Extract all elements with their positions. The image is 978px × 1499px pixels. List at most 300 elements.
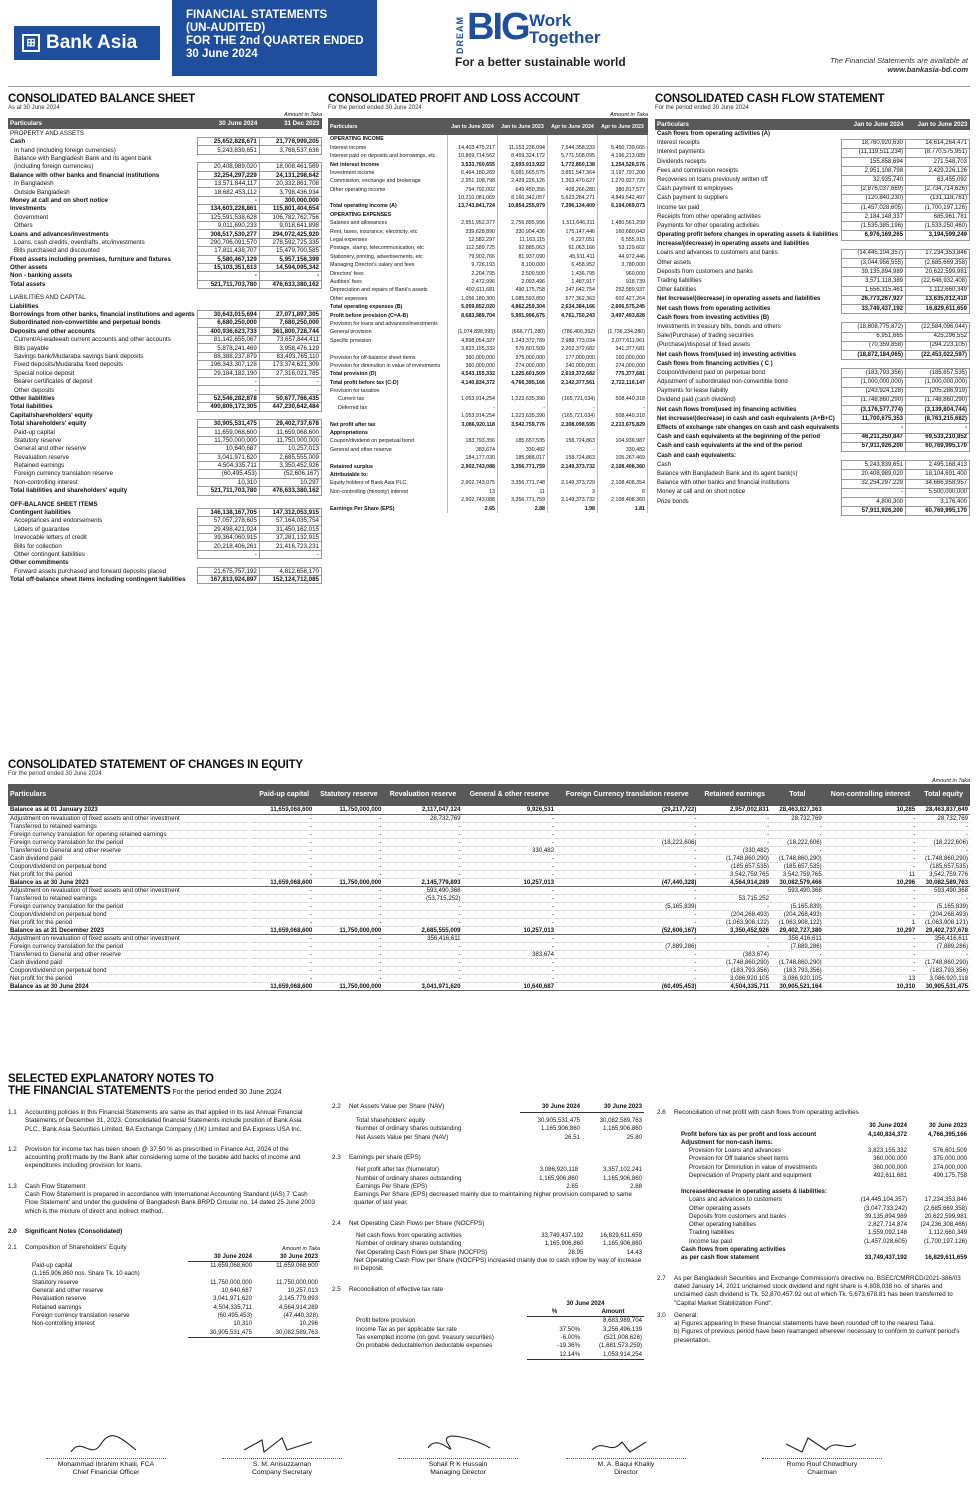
row-value: 6,104,069,073 [598, 202, 648, 210]
row-value: 158,724,863 [548, 437, 598, 445]
table-row [8, 453, 322, 461]
row-label: General provision [330, 329, 372, 336]
row-value: 20,218,406,261 [197, 542, 259, 550]
row-value: - [917, 846, 970, 854]
row-value: 271,548,703 [906, 157, 970, 166]
table-row [655, 424, 970, 433]
row-value: 3,256,496,139 [603, 1325, 642, 1333]
table-row [679, 1246, 969, 1254]
row-value: 33,749,437,192 [842, 304, 906, 313]
row-value: - [824, 846, 917, 854]
table-row [8, 129, 322, 137]
table-row [328, 429, 648, 437]
note-heading: Reconciliation of effective tax rate [349, 1285, 444, 1293]
row-value: - [383, 854, 462, 862]
row-label: Foreign currency translation for opening retained earnings [8, 830, 254, 838]
row-value: 29,498,421,924 [197, 525, 259, 533]
row-value: - [917, 830, 970, 838]
row-value: 30,905,531,475 [917, 982, 970, 990]
row-label: (including foreign currencies) [14, 163, 94, 171]
table-row [8, 280, 322, 288]
row-value: 274,000,000 [498, 362, 548, 370]
table-row [354, 1334, 644, 1342]
row-value [842, 451, 906, 460]
row-label: Increase/decrease in operating assets & liabilities: [681, 1187, 827, 1195]
row-label [655, 507, 842, 516]
note-number: 1.1 [8, 1109, 17, 1116]
row-label: Outside Bangladesh [14, 188, 70, 196]
row-value: 2,149,373,732 [548, 496, 598, 504]
notes-title: THE FINANCIAL STATEMENTS [8, 1085, 171, 1097]
table-row [679, 1139, 969, 1147]
signature-block [212, 1430, 352, 1477]
row-value: 10,640,687 [221, 1287, 252, 1295]
row-value: 5,957,156,399 [259, 255, 321, 263]
table-row [328, 496, 648, 504]
row-value: 11,659,068,600 [254, 878, 314, 886]
row-value: 247,642,754 [548, 286, 598, 294]
row-value: 2,145,779,893 [383, 878, 462, 886]
row-value: 3,086,920,118 [448, 420, 498, 428]
row-value: 2,500,500 [498, 269, 548, 277]
row-value: 9,926,531 [463, 806, 557, 814]
row-label: Balance with other banks and financial institutions [657, 480, 790, 487]
row-value: - [463, 894, 557, 902]
table-row [8, 559, 322, 567]
table-row [328, 211, 648, 219]
row-value: 8,160,342,057 [498, 194, 548, 202]
row-value: (205,286,919) [906, 387, 970, 396]
row-value: - [314, 886, 383, 894]
row-value [842, 314, 906, 323]
note-heading: Earnings per share (EPS) [349, 1153, 421, 1161]
row-value: - [314, 902, 383, 910]
row-label: Deferred tax [338, 404, 368, 411]
row-value: 29,402,727,380 [771, 926, 824, 934]
row-value: (2,685,669,358) [906, 259, 970, 268]
row-value [548, 471, 598, 479]
row-value: - [254, 910, 314, 918]
row-value: 160,000,000 [598, 353, 648, 361]
row-value: 30,905,531,475 [197, 419, 259, 427]
row-value: 1,165,906,860 [544, 1240, 584, 1248]
table-row [328, 362, 648, 370]
col-header: Jan to June 2023 [906, 119, 970, 130]
signature-block [752, 1430, 892, 1477]
row-value: 1,223,635,390 [498, 412, 548, 420]
row-value: 11 [824, 870, 917, 878]
col-header: Particulars [8, 784, 254, 806]
row-label [354, 1351, 527, 1360]
table-row [8, 886, 970, 894]
row-value: 476,633,380,162 [259, 280, 321, 288]
table-row [655, 406, 970, 415]
row-value: 330,482 [463, 846, 557, 854]
table-row [8, 918, 970, 926]
row-value: (14,445,104,357) [842, 249, 906, 258]
row-label: Other expenses [330, 295, 368, 302]
row-value: - [598, 404, 648, 412]
row-value [448, 429, 498, 437]
row-value: - [197, 386, 259, 394]
row-label: Retained earnings [14, 462, 65, 470]
row-value: 18,682,453,112 [197, 188, 259, 196]
table-row [30, 1287, 320, 1295]
row-label: Statutory reserve [32, 1278, 79, 1286]
row-label: Net profit for the period [8, 870, 254, 878]
note-text: b) Figures of previous period have been rearranged wherever necessary to conform to current period's presentation. [674, 1328, 960, 1344]
table-row [328, 219, 648, 227]
row-label: Cash flows from operating activities (A) [657, 131, 771, 138]
table-row [8, 870, 970, 878]
table-row [30, 1295, 320, 1303]
row-value: 57,057,278,605 [197, 517, 259, 525]
row-value: (3,047,733,242) [863, 1204, 907, 1212]
row-value: 2,957,002,831 [698, 806, 771, 814]
table-row [8, 196, 322, 204]
table-row [328, 160, 648, 168]
row-value: (1,748,860,290) [917, 854, 970, 862]
row-value: - [698, 886, 771, 894]
row-value: - [383, 966, 462, 974]
row-value: 2,634,384,166 [548, 303, 598, 311]
table-row [354, 1342, 644, 1350]
row-label: Provision for loans and advances/investments [330, 320, 438, 327]
row-value [448, 320, 498, 328]
row-value: (1,736,234,280) [598, 328, 648, 336]
row-value: 5,081,665,575 [498, 169, 548, 177]
row-value: (5,165,839) [771, 902, 824, 910]
row-value: 33,749,437,192 [864, 1254, 907, 1262]
row-value: 21,675,757,192 [197, 567, 259, 575]
row-value: 6 [598, 488, 648, 496]
row-value: 300,000,000 [259, 196, 321, 204]
row-value: (204,268,493) [917, 910, 970, 918]
row-label: Equity holders of Bank Asia PLC. [330, 480, 408, 487]
row-label: Balance as at 31 December 2023 [8, 926, 254, 934]
table-row [679, 1147, 969, 1155]
row-label: Letters of guarantee [14, 525, 70, 533]
col-header: Foreign Currency translation reserve [556, 784, 698, 806]
row-value: (2,876,037,669) [842, 185, 906, 194]
row-label: Loans and advances to customers [689, 1196, 782, 1204]
row-value: - [556, 918, 698, 926]
row-value: - [314, 918, 383, 926]
table-row [328, 286, 648, 294]
row-label: Total operating expenses (B) [330, 304, 403, 311]
row-value: 15,479,700,585 [259, 247, 321, 255]
row-label: Subordinated non-convertible and perpetual bonds [10, 319, 161, 327]
row-label: Current tax [338, 396, 365, 403]
row-label: Non-controlling interest [14, 478, 78, 486]
table-row [354, 1166, 644, 1174]
row-value: 14,403,475,217 [448, 144, 498, 152]
row-value [598, 211, 648, 219]
row-label: Income tax paid [657, 204, 700, 211]
row-value: 20,408,989,020 [842, 470, 906, 479]
row-label [328, 194, 448, 202]
row-value: 3,356,771,759 [498, 462, 548, 470]
row-value: 104,936,987 [598, 437, 648, 445]
row-value: 3,041,971,620 [213, 1295, 252, 1303]
row-value: (7,889,286) [771, 942, 824, 950]
table-row [8, 894, 970, 902]
row-value: 2,108,408,360 [598, 462, 648, 470]
note-number: 1.2 [8, 1145, 17, 1153]
tax-rate-table [354, 1300, 644, 1360]
row-label: Payments for lease liability [657, 388, 729, 395]
note-unit: Amount in Taka [281, 1245, 320, 1252]
row-label: PROPERTY AND ASSETS [10, 129, 85, 137]
row-value: - [254, 974, 314, 982]
row-value [909, 1180, 969, 1188]
row-value: 8,459,324,172 [498, 152, 548, 160]
row-value: - [314, 854, 383, 862]
row-label: Number of ordinary shares outstanding [356, 1125, 462, 1133]
row-value: 6,555,915 [598, 236, 648, 244]
row-label: Balance as at 30 June 2024 [8, 982, 254, 990]
table-row [354, 1249, 644, 1257]
table-row [8, 445, 322, 453]
table-row [8, 854, 970, 862]
row-label: Deposits from customers and banks [689, 1212, 787, 1220]
row-value [548, 211, 598, 219]
signatory-name: Mohammad Ibrahim Khalil, FCA [57, 1461, 155, 1468]
row-value: (1,063,908,122) [771, 918, 824, 926]
row-value: 2,988,773,034 [548, 337, 598, 345]
table-row [328, 144, 648, 152]
row-value [598, 387, 648, 395]
row-value: (204,268,493) [698, 910, 771, 918]
table-row [655, 295, 970, 304]
row-value: - [383, 870, 462, 878]
table-row [8, 966, 970, 974]
row-value [448, 211, 498, 219]
table-row [328, 135, 648, 143]
table-row [655, 507, 970, 516]
table-row [354, 1351, 644, 1360]
row-value: 2,117,047,124 [383, 806, 462, 814]
row-label: Number of ordinary shares outstanding [356, 1240, 462, 1248]
row-value: 112,589,725 [448, 244, 498, 252]
balance-sheet-subtitle: As at 30 June 2024 [8, 105, 60, 111]
row-value: 11,750,000,000 [259, 436, 321, 444]
row-value: - [463, 910, 557, 918]
row-value: - [314, 934, 383, 942]
table-row [8, 958, 970, 966]
row-value: - [383, 862, 462, 870]
row-label [679, 1180, 849, 1188]
row-value: 21,776,999,205 [259, 138, 321, 146]
row-value: - [254, 838, 314, 846]
row-value: 9,018,641,898 [259, 222, 321, 230]
slogan-big: BIG [467, 6, 529, 48]
row-value: 1,165,906,860 [603, 1174, 642, 1182]
row-value: 10,257,013 [259, 445, 321, 453]
row-value: 360,000,000 [448, 362, 498, 370]
row-value: 2,902,743,075 [448, 479, 498, 487]
table-row [655, 231, 970, 240]
row-value: 92,885,063 [498, 244, 548, 252]
table-row [8, 352, 322, 360]
row-value: 3,542,759,765 [771, 870, 824, 878]
table-row [8, 436, 322, 444]
row-value: 2,685,555,009 [383, 926, 462, 934]
title-line: FOR THE 2nd QUARTER ENDED [186, 35, 364, 47]
row-value: 134,603,228,861 [197, 205, 259, 213]
row-value: 17,811,438,707 [197, 247, 259, 255]
row-value [448, 471, 498, 479]
row-value [909, 1246, 969, 1254]
row-value: - [498, 404, 548, 412]
table-row [8, 806, 970, 814]
row-value: 330,482 [498, 446, 548, 454]
cash-flow-title: CONSOLIDATED CASH FLOW STATEMENT [655, 93, 885, 105]
note-number: 2.7 [657, 1274, 666, 1282]
row-label: Dividend paid (cash dividend) [657, 397, 736, 404]
row-value: 1.81 [598, 504, 648, 512]
col-header: 30 June 2024 [520, 1103, 582, 1112]
row-value: (131,118,761) [906, 194, 970, 203]
row-label: Other operating liabilities [689, 1221, 757, 1229]
row-value: (18,222,606) [556, 838, 698, 846]
row-value: 83,493,765,110 [259, 352, 321, 360]
row-value: 32,935,740 [842, 176, 906, 185]
row-value: 57,911,926,200 [842, 442, 906, 451]
table-row [8, 814, 970, 822]
row-value: 34,666,958,957 [906, 479, 970, 488]
table-row [655, 314, 970, 323]
row-value: 1,270,927,720 [598, 177, 648, 185]
table-row [8, 534, 322, 542]
row-value: 3,798,436,934 [259, 188, 321, 196]
row-label: Acceptances and endorsements [14, 517, 103, 525]
row-value: 5,450,739,665 [598, 144, 648, 152]
row-value: 63,455,092 [906, 176, 970, 185]
row-value: 146,138,167,705 [197, 508, 259, 516]
row-label: Total liabilities and shareholders' equity [10, 487, 128, 495]
row-value: (1,748,860,290) [698, 958, 771, 966]
row-value: - [556, 894, 698, 902]
row-value: 408,266,280 [548, 186, 598, 194]
row-value: 37.50% [559, 1325, 580, 1333]
table-row [655, 185, 970, 194]
table-row [8, 369, 322, 377]
row-value [906, 130, 970, 139]
row-value: 4,564,914,289 [698, 878, 771, 886]
row-value: 2.65 [566, 1182, 579, 1190]
note-heading: General: [674, 1311, 699, 1319]
row-value: (521,008,626) [604, 1334, 642, 1342]
row-value: (47,440,328) [556, 878, 698, 886]
row-value [598, 429, 648, 437]
note-text: a) Figures appearing in these financial statements have been rounded off to the nearest Taka. [674, 1320, 935, 1328]
row-value: 4,504,335,711 [197, 461, 259, 469]
row-label: Income Tax as per applicable tax rate [356, 1325, 457, 1333]
row-value: (8,770,575,951) [906, 148, 970, 157]
row-label: Fees and commission receipts [657, 167, 739, 174]
note-heading: Net Assets Value per Share (NAV) [349, 1103, 445, 1110]
row-label: Cash and cash equivalents at the beginning of the period [657, 434, 821, 441]
row-label: Rent, taxes, insurance, electricity, etc [330, 228, 418, 235]
table-row [328, 420, 648, 428]
row-value: - [254, 846, 314, 854]
row-value: (204,268,493) [771, 910, 824, 918]
row-value: - [314, 822, 383, 830]
row-label: Payments for other operating activities [657, 222, 760, 229]
row-value: 10,257,013 [287, 1287, 318, 1295]
row-label: Number of ordinary shares outstanding [356, 1174, 462, 1182]
row-value [548, 320, 598, 328]
row-value: - [254, 894, 314, 902]
note-number: 2.5 [332, 1285, 341, 1293]
statement-title-box [172, 0, 377, 76]
row-label: Revaluation reserve [14, 453, 70, 461]
row-value: -6.00% [560, 1334, 580, 1342]
note-text: Earnings Per Share (EPS) decreased mainly due to maintaining higher provision compared to same quarter of last year. [354, 1191, 632, 1207]
row-value: 50,677,766,435 [259, 394, 321, 402]
row-value: 1,053,914,254 [582, 1351, 644, 1360]
row-value: 2,204,795 [448, 269, 498, 277]
table-row [328, 202, 648, 210]
notes-col-3 [657, 1109, 970, 1345]
row-value: 3,958,476,129 [259, 344, 321, 352]
row-value: 26,773,267,927 [842, 295, 906, 304]
row-label: Provision for Off balance sheet items [689, 1155, 789, 1163]
row-value: 32,254,297,229 [842, 479, 906, 488]
row-value: - [383, 822, 462, 830]
signatory-title: Chairman [807, 1469, 837, 1476]
row-value: 20,332,861,708 [259, 180, 321, 188]
row-label: Bearer certificates of deposit [14, 378, 93, 386]
col-header: Apr to June 2023 [598, 118, 648, 135]
row-label: Foreign currency translation for the period [8, 838, 254, 846]
row-label: Capital/shareholders' equity [10, 411, 93, 419]
row-value: - [383, 838, 462, 846]
title-line: (UN-AUDITED) [186, 22, 266, 34]
row-label: Interest payments [657, 149, 705, 156]
row-label: Balance with Bangladesh Bank and its agent bank(s) [657, 470, 798, 477]
row-value [498, 387, 548, 395]
row-label: Balance as at 30 June 2023 [8, 878, 254, 886]
row-label: Effects of exchange rate changes on cash and cash equivalents [657, 425, 840, 432]
row-value: 5,771,508,095 [548, 152, 598, 160]
profit-loss-subtitle: For the period ended 30 June 2024 [328, 105, 422, 111]
row-value: 28,463,827,363 [771, 806, 824, 814]
row-value: 1,165,906,860 [539, 1174, 579, 1182]
row-label: OPERATING INCOME [330, 136, 384, 143]
table-row [8, 974, 970, 982]
row-value: 3,497,493,828 [598, 311, 648, 319]
table-row [655, 497, 970, 506]
website-link[interactable]: www.bankasia-bd.com [887, 65, 968, 74]
row-label: Net cash flows from operating activities [657, 305, 771, 312]
row-value: 5,580,467,129 [197, 255, 259, 263]
row-value: 37,281,132,915 [259, 534, 321, 542]
row-value: 155,858,694 [842, 157, 906, 166]
row-label: Net interest income [330, 161, 380, 168]
table-row [328, 345, 648, 353]
row-value: 10,640,687 [463, 982, 557, 990]
table-row [328, 152, 648, 160]
row-label: Provision for Diminution in value of investments [689, 1163, 818, 1171]
eps-table [354, 1166, 644, 1191]
row-label: Loans and advances/investments [10, 230, 109, 238]
row-value: (1,748,860,290) [906, 396, 970, 405]
row-value: - [556, 974, 698, 982]
row-value: - [698, 822, 771, 830]
row-value: 183,793,356 [448, 437, 498, 445]
